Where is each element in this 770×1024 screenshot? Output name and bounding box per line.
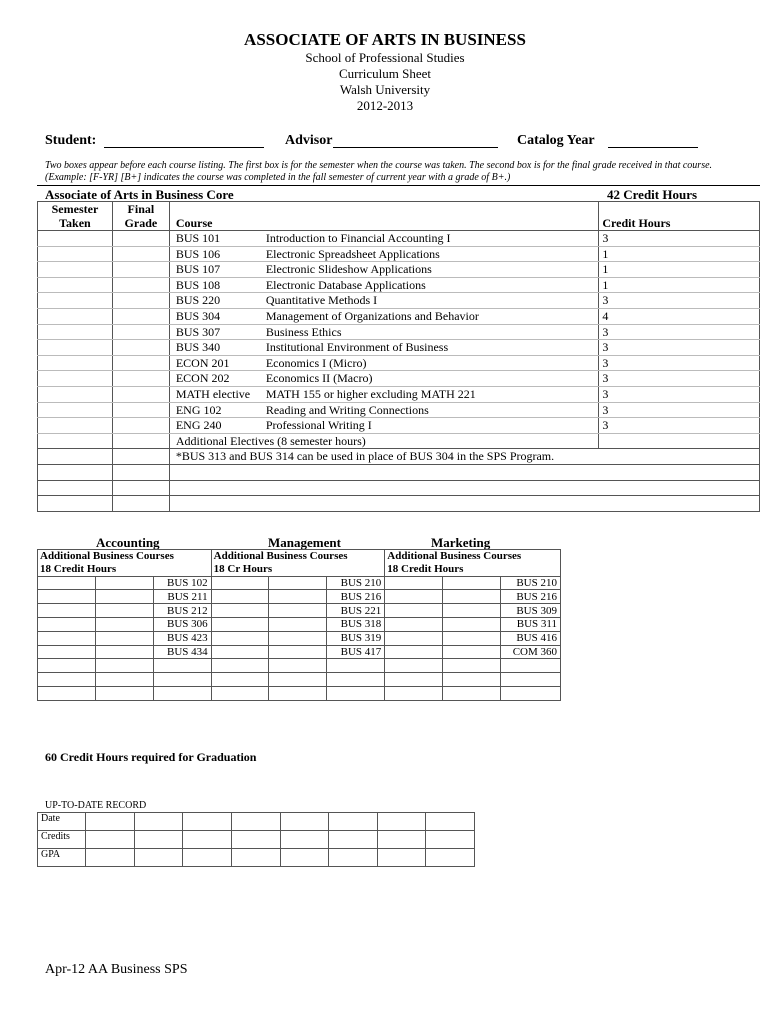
semester-cell[interactable] bbox=[38, 386, 113, 402]
grade-cell[interactable] bbox=[112, 262, 169, 278]
grade-cell[interactable] bbox=[269, 631, 327, 645]
grade-cell[interactable] bbox=[269, 590, 327, 604]
grade-cell[interactable] bbox=[443, 673, 501, 687]
sps-note-row bbox=[38, 449, 760, 465]
grade-cell[interactable] bbox=[112, 449, 169, 465]
catalog-year-label: Catalog Year bbox=[517, 133, 595, 148]
semester-cell[interactable] bbox=[38, 604, 96, 618]
semester-header-line-2: Taken bbox=[59, 216, 91, 230]
course-code: BUS 307 bbox=[175, 324, 221, 339]
record-row bbox=[38, 831, 475, 849]
credit-hours: 3 bbox=[599, 418, 760, 434]
course-row bbox=[38, 355, 760, 371]
graduation-requirement: 60 Credit Hours required for Graduation bbox=[45, 750, 257, 764]
semester-cell[interactable] bbox=[38, 355, 113, 371]
core-table bbox=[37, 201, 760, 512]
course-row bbox=[38, 418, 760, 434]
record-cell[interactable] bbox=[280, 813, 329, 831]
grade-cell[interactable] bbox=[95, 576, 153, 590]
course-code: BUS 101 bbox=[175, 231, 221, 245]
record-cell[interactable] bbox=[329, 831, 378, 849]
spec-course-code: BUS 216 bbox=[500, 590, 560, 604]
semester-cell[interactable] bbox=[385, 645, 443, 659]
course-row bbox=[38, 308, 760, 324]
grade-cell[interactable] bbox=[269, 686, 327, 700]
record-cell[interactable] bbox=[183, 813, 232, 831]
course-name: Electronic Spreadsheet Applications bbox=[265, 246, 440, 261]
record-cell[interactable] bbox=[134, 849, 183, 867]
credit-hours: 3 bbox=[599, 293, 760, 309]
course-code: BUS 107 bbox=[175, 262, 221, 277]
spec-course-code: BUS 211 bbox=[153, 590, 211, 604]
record-row bbox=[38, 849, 475, 867]
course-cell bbox=[169, 340, 599, 356]
course-code: BUS 106 bbox=[175, 246, 221, 261]
course-name: Business Ethics bbox=[265, 324, 342, 339]
record-row-label: Credits bbox=[38, 831, 86, 849]
semester-cell[interactable] bbox=[38, 418, 113, 434]
course-cell bbox=[169, 402, 599, 418]
grade-cell[interactable] bbox=[443, 631, 501, 645]
semester-cell[interactable] bbox=[38, 277, 113, 293]
semester-cell[interactable] bbox=[385, 576, 443, 590]
grade-cell[interactable] bbox=[112, 246, 169, 262]
grade-cell[interactable] bbox=[95, 590, 153, 604]
grade-header-line-1: Final bbox=[127, 202, 155, 216]
grade-cell[interactable] bbox=[112, 340, 169, 356]
record-cell[interactable] bbox=[377, 831, 426, 849]
semester-cell[interactable] bbox=[38, 308, 113, 324]
record-cell[interactable] bbox=[86, 849, 135, 867]
instructions-line-2: (Example: [F-YR] [B+] indicates the course was completed in the fall semester of current year with a grade of B+.) bbox=[45, 172, 511, 183]
management-label-2: 18 Cr Hours bbox=[211, 563, 385, 576]
grade-cell[interactable] bbox=[95, 645, 153, 659]
spec-course-code: BUS 309 bbox=[500, 604, 560, 618]
grade-cell[interactable] bbox=[95, 617, 153, 631]
spec-blank-cell bbox=[327, 659, 385, 673]
record-heading: UP-TO-DATE RECORD bbox=[45, 800, 147, 811]
record-cell[interactable] bbox=[183, 849, 232, 867]
semester-cell[interactable] bbox=[38, 673, 96, 687]
course-code: BUS 220 bbox=[175, 293, 221, 308]
grade-cell[interactable] bbox=[269, 604, 327, 618]
spec-course-code: BUS 306 bbox=[153, 617, 211, 631]
record-cell[interactable] bbox=[280, 831, 329, 849]
semester-cell[interactable] bbox=[211, 590, 269, 604]
course-name: Economics I (Micro) bbox=[265, 355, 367, 370]
spec-course-row bbox=[38, 590, 561, 604]
grade-cell[interactable] bbox=[443, 617, 501, 631]
university-name: Walsh University bbox=[339, 82, 431, 97]
course-cell bbox=[169, 324, 599, 340]
semester-cell[interactable] bbox=[38, 262, 113, 278]
spec-course-code: BUS 216 bbox=[327, 590, 385, 604]
sps-note: *BUS 313 and BUS 314 can be used in place of BUS 304 in the SPS Program. bbox=[169, 449, 759, 465]
spec-blank-cell bbox=[153, 659, 211, 673]
spec-course-code: BUS 423 bbox=[153, 631, 211, 645]
record-cell[interactable] bbox=[426, 849, 475, 867]
grade-cell[interactable] bbox=[95, 673, 153, 687]
grade-cell[interactable] bbox=[112, 293, 169, 309]
course-cell bbox=[169, 277, 599, 293]
semester-cell[interactable] bbox=[385, 673, 443, 687]
grade-cell[interactable] bbox=[112, 418, 169, 434]
grade-cell[interactable] bbox=[269, 576, 327, 590]
course-cell bbox=[169, 355, 599, 371]
semester-cell[interactable] bbox=[385, 617, 443, 631]
record-cell[interactable] bbox=[329, 849, 378, 867]
electives-row bbox=[38, 433, 760, 449]
semester-header-line-1: Semester bbox=[51, 202, 99, 216]
course-name: Professional Writing I bbox=[265, 418, 372, 433]
semester-cell[interactable] bbox=[38, 324, 113, 340]
col-course-header: Course bbox=[169, 202, 599, 231]
grade-cell[interactable] bbox=[95, 604, 153, 618]
semester-cell[interactable] bbox=[38, 645, 96, 659]
grade-cell[interactable] bbox=[269, 645, 327, 659]
course-cell bbox=[169, 293, 599, 309]
credit-hours: 4 bbox=[599, 308, 760, 324]
spec-course-row bbox=[38, 673, 561, 687]
footer-text: Apr-12 AA Business SPS bbox=[45, 962, 188, 977]
grade-cell[interactable] bbox=[95, 659, 153, 673]
col-semester-header bbox=[38, 202, 113, 231]
record-cell[interactable] bbox=[86, 831, 135, 849]
spec-blank-cell bbox=[500, 686, 560, 700]
credit-hours: 3 bbox=[599, 355, 760, 371]
spec-course-code: BUS 102 bbox=[153, 576, 211, 590]
grade-cell[interactable] bbox=[112, 433, 169, 449]
course-cell bbox=[169, 262, 599, 278]
record-cell[interactable] bbox=[377, 813, 426, 831]
advisor-field[interactable] bbox=[333, 133, 498, 148]
credit-hours: 1 bbox=[599, 277, 760, 293]
course-row bbox=[38, 262, 760, 278]
record-row-label: Date bbox=[38, 813, 86, 831]
col-grade-header bbox=[112, 202, 169, 231]
course-code: ENG 102 bbox=[175, 402, 222, 417]
spec-course-code: BUS 210 bbox=[500, 576, 560, 590]
spec-course-row bbox=[38, 686, 561, 700]
blank-row bbox=[38, 496, 760, 512]
spec-blank-cell bbox=[153, 686, 211, 700]
spec-course-row bbox=[38, 604, 561, 618]
course-cell bbox=[169, 246, 599, 262]
course-name: Electronic Slideshow Applications bbox=[265, 262, 432, 277]
grade-cell[interactable] bbox=[112, 371, 169, 387]
academic-year: 2012-2013 bbox=[356, 98, 414, 113]
core-credit-total: 42 Credit Hours bbox=[607, 187, 698, 202]
spec-course-row bbox=[38, 617, 561, 631]
credit-hours: 3 bbox=[599, 386, 760, 402]
course-name: Management of Organizations and Behavior bbox=[265, 308, 479, 323]
student-label: Student: bbox=[45, 133, 97, 148]
marketing-heading: Marketing bbox=[431, 535, 491, 550]
grade-cell[interactable] bbox=[443, 590, 501, 604]
course-name: Reading and Writing Connections bbox=[265, 402, 429, 417]
record-cell[interactable] bbox=[134, 831, 183, 849]
school-name: School of Professional Studies bbox=[305, 50, 465, 65]
spec-blank-cell bbox=[500, 659, 560, 673]
course-row bbox=[38, 277, 760, 293]
credit-hours: 3 bbox=[599, 324, 760, 340]
semester-cell[interactable] bbox=[211, 659, 269, 673]
core-heading: Associate of Arts in Business Core bbox=[45, 187, 234, 202]
course-name: Electronic Database Applications bbox=[265, 277, 426, 292]
student-field[interactable] bbox=[104, 133, 264, 148]
spec-course-code: BUS 319 bbox=[327, 631, 385, 645]
grade-cell[interactable] bbox=[112, 402, 169, 418]
marketing-label-1: Additional Business Courses bbox=[385, 550, 561, 563]
accounting-heading: Accounting bbox=[96, 535, 160, 550]
semester-cell[interactable] bbox=[385, 631, 443, 645]
spec-blank-cell bbox=[327, 673, 385, 687]
semester-cell[interactable] bbox=[385, 604, 443, 618]
grade-cell[interactable] bbox=[269, 659, 327, 673]
credit-hours: 3 bbox=[599, 231, 760, 247]
grade-cell[interactable] bbox=[112, 324, 169, 340]
record-cell[interactable] bbox=[183, 831, 232, 849]
course-row bbox=[38, 324, 760, 340]
spec-blank-cell bbox=[153, 673, 211, 687]
record-cell[interactable] bbox=[134, 813, 183, 831]
spec-course-code: BUS 311 bbox=[500, 617, 560, 631]
grade-cell[interactable] bbox=[112, 386, 169, 402]
blank-row bbox=[38, 464, 760, 480]
grade-cell[interactable] bbox=[269, 673, 327, 687]
course-name: Quantitative Methods I bbox=[265, 293, 378, 308]
course-row bbox=[38, 340, 760, 356]
credit-hours: 3 bbox=[599, 340, 760, 356]
record-cell[interactable] bbox=[86, 813, 135, 831]
record-table bbox=[37, 812, 475, 867]
semester-cell[interactable] bbox=[38, 293, 113, 309]
course-row bbox=[38, 293, 760, 309]
spec-label-row-1 bbox=[38, 550, 561, 563]
course-cell bbox=[169, 386, 599, 402]
spec-course-row bbox=[38, 576, 561, 590]
credit-hours: 3 bbox=[599, 402, 760, 418]
semester-cell[interactable] bbox=[38, 433, 113, 449]
record-row bbox=[38, 813, 475, 831]
management-label-1: Additional Business Courses bbox=[211, 550, 385, 563]
spec-course-code: COM 360 bbox=[500, 645, 560, 659]
semester-cell[interactable] bbox=[211, 576, 269, 590]
semester-cell[interactable] bbox=[38, 402, 113, 418]
record-cell[interactable] bbox=[329, 813, 378, 831]
semester-cell[interactable] bbox=[38, 231, 113, 247]
spec-blank-cell bbox=[327, 686, 385, 700]
course-code: ENG 240 bbox=[175, 418, 222, 433]
semester-cell[interactable] bbox=[38, 576, 96, 590]
course-code: BUS 304 bbox=[175, 308, 221, 323]
management-heading: Management bbox=[268, 535, 341, 550]
page-title: ASSOCIATE OF ARTS IN BUSINESS bbox=[244, 30, 526, 49]
semester-cell[interactable] bbox=[385, 659, 443, 673]
spec-course-code: BUS 434 bbox=[153, 645, 211, 659]
semester-cell[interactable] bbox=[211, 631, 269, 645]
course-code: BUS 340 bbox=[175, 340, 221, 355]
record-cell[interactable] bbox=[231, 813, 280, 831]
grade-cell[interactable] bbox=[112, 277, 169, 293]
spec-course-code: BUS 318 bbox=[327, 617, 385, 631]
course-row bbox=[38, 231, 760, 247]
semester-cell[interactable] bbox=[38, 340, 113, 356]
semester-cell[interactable] bbox=[38, 631, 96, 645]
course-code: BUS 108 bbox=[175, 277, 221, 292]
course-row bbox=[38, 371, 760, 387]
spec-course-code: BUS 212 bbox=[153, 604, 211, 618]
blank-row bbox=[38, 480, 760, 496]
spec-course-code: BUS 210 bbox=[327, 576, 385, 590]
semester-cell[interactable] bbox=[38, 617, 96, 631]
catalog-year-field[interactable] bbox=[608, 133, 698, 148]
grade-cell[interactable] bbox=[112, 355, 169, 371]
semester-cell[interactable] bbox=[211, 673, 269, 687]
electives-note: Additional Electives (8 semester hours) bbox=[169, 433, 599, 449]
grade-cell[interactable] bbox=[443, 576, 501, 590]
spec-label-row-2 bbox=[38, 563, 561, 576]
grade-cell[interactable] bbox=[95, 631, 153, 645]
record-cell[interactable] bbox=[231, 831, 280, 849]
semester-cell[interactable] bbox=[38, 246, 113, 262]
semester-cell[interactable] bbox=[38, 449, 113, 465]
record-cell[interactable] bbox=[280, 849, 329, 867]
core-header-row bbox=[38, 202, 760, 231]
grade-cell[interactable] bbox=[443, 659, 501, 673]
grade-cell[interactable] bbox=[112, 231, 169, 247]
grade-cell[interactable] bbox=[112, 308, 169, 324]
semester-cell[interactable] bbox=[385, 686, 443, 700]
semester-cell[interactable] bbox=[38, 686, 96, 700]
semester-cell[interactable] bbox=[38, 590, 96, 604]
semester-cell[interactable] bbox=[38, 659, 96, 673]
grade-cell[interactable] bbox=[269, 617, 327, 631]
spec-course-row bbox=[38, 631, 561, 645]
grade-cell[interactable] bbox=[443, 604, 501, 618]
course-name: Institutional Environment of Business bbox=[265, 340, 449, 355]
course-code: ECON 201 bbox=[175, 355, 230, 370]
course-row bbox=[38, 402, 760, 418]
semester-cell[interactable] bbox=[38, 371, 113, 387]
course-row bbox=[38, 386, 760, 402]
course-cell bbox=[169, 231, 599, 247]
credit-hours: 1 bbox=[599, 262, 760, 278]
specialization-table bbox=[37, 549, 561, 701]
spec-course-code: BUS 416 bbox=[500, 631, 560, 645]
core-top-rule bbox=[37, 185, 760, 186]
course-cell bbox=[169, 418, 599, 434]
course-name: Introduction to Financial Accounting I bbox=[265, 231, 451, 245]
credit-hours: 3 bbox=[599, 371, 760, 387]
grade-cell[interactable] bbox=[443, 645, 501, 659]
spec-course-row bbox=[38, 659, 561, 673]
course-code: MATH elective bbox=[175, 386, 251, 401]
record-row-label: GPA bbox=[38, 849, 86, 867]
course-name: MATH 155 or higher excluding MATH 221 bbox=[265, 386, 476, 401]
course-code: ECON 202 bbox=[175, 371, 230, 386]
grade-cell[interactable] bbox=[443, 686, 501, 700]
record-cell[interactable] bbox=[426, 813, 475, 831]
semester-cell[interactable] bbox=[385, 590, 443, 604]
semester-cell[interactable] bbox=[211, 645, 269, 659]
record-cell[interactable] bbox=[377, 849, 426, 867]
course-cell bbox=[169, 371, 599, 387]
semester-cell[interactable] bbox=[211, 604, 269, 618]
grade-cell[interactable] bbox=[95, 686, 153, 700]
spec-blank-cell bbox=[500, 673, 560, 687]
course-cell bbox=[169, 308, 599, 324]
sheet-type: Curriculum Sheet bbox=[338, 66, 432, 81]
semester-cell[interactable] bbox=[211, 617, 269, 631]
semester-cell[interactable] bbox=[211, 686, 269, 700]
spec-course-row bbox=[38, 645, 561, 659]
spec-course-code: BUS 221 bbox=[327, 604, 385, 618]
grade-header-line-2: Grade bbox=[124, 216, 158, 230]
credit-hours: 1 bbox=[599, 246, 760, 262]
course-name: Economics II (Macro) bbox=[265, 371, 373, 386]
instructions-line-1: Two boxes appear before each course listing. The first box is for the semester when the course was taken. The second box is for the final grade received in that course. bbox=[45, 160, 713, 171]
record-cell[interactable] bbox=[231, 849, 280, 867]
spec-course-code: BUS 417 bbox=[327, 645, 385, 659]
record-cell[interactable] bbox=[426, 831, 475, 849]
col-credits-header: Credit Hours bbox=[599, 202, 760, 231]
advisor-label: Advisor bbox=[285, 133, 333, 148]
accounting-label-2: 18 Credit Hours bbox=[38, 563, 212, 576]
accounting-label-1: Additional Business Courses bbox=[38, 550, 212, 563]
marketing-label-2: 18 Credit Hours bbox=[385, 563, 561, 576]
course-row bbox=[38, 246, 760, 262]
